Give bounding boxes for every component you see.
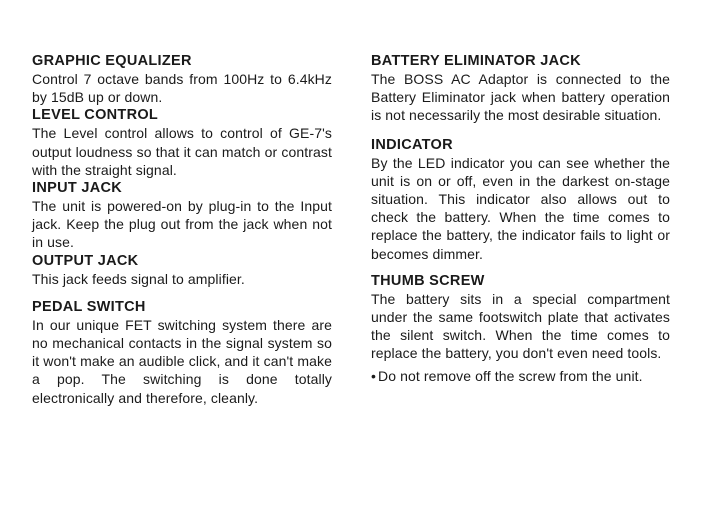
pedal-switch-text: In our unique FET switching system there are no mechanical contacts in the signal system so it won't make an audible click, and it can't make a pop. The switching is done totally electronically and therefore, cleanly. [32,316,332,406]
bullet-icon: • [371,367,377,384]
graphic-equalizer-text: Control 7 octave bands from 100Hz to 6.4kHz by 15dB up or down. [32,71,332,106]
left-column [32,52,332,407]
output-jack-heading: OUTPUT JACK [32,252,139,269]
battery-eliminator-jack-heading: BATTERY ELIMINATOR JACK [371,53,581,69]
thumb-screw-heading: THUMB SCREW [371,272,485,289]
screw-warning-text: Do not remove off the screw from the unit. [378,367,643,384]
level-control-text: The Level control allows to control of GE-7's output loudness so that it can match or contrast with the straight signal. [32,125,332,178]
level-control-heading: LEVEL CONTROL [32,107,159,124]
output-jack-text: This jack feeds signal to amplifier. [32,270,245,287]
indicator-heading: INDICATOR [371,136,453,153]
input-jack-heading: INPUT JACK [32,180,123,197]
input-jack-text: The unit is powered-on by plug-in to the Input jack. Keep the plug out from the jack when not in use. [32,198,332,251]
graphic-equalizer-heading: GRAPHIC EQUALIZER [32,53,192,69]
screw-warning-note [371,367,670,385]
pedal-switch-heading: PEDAL SWITCH [32,298,146,315]
thumb-screw-text: The battery sits in a special compartment under the same footswitch plate that activates the silent switch. When the time comes to replace the battery, you don't even need tools. [371,290,670,362]
indicator-text: By the LED indicator you can see whether the unit is on or off, even in the darkest on-stage situation. This indicator also allows out to check the battery. When the time comes to replace the battery, the indicator fails to light or becomes dimmer. [371,154,670,262]
right-column [371,52,670,385]
battery-eliminator-jack-text: The BOSS AC Adaptor is connected to the Battery Eliminator jack when battery operation is not necessarily the most desirable situation. [371,71,670,124]
